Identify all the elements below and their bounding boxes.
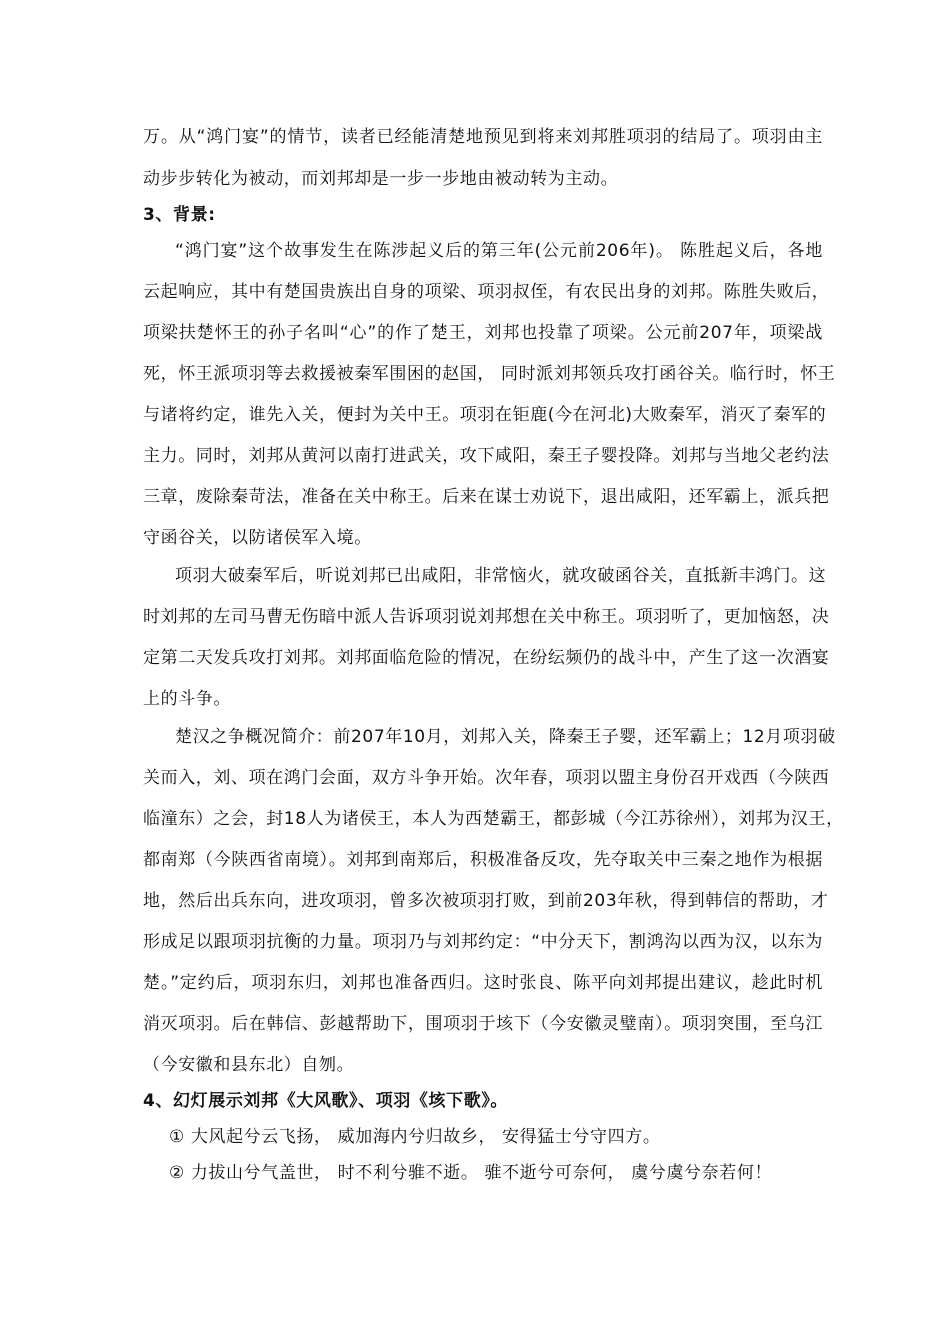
paragraph-line: 动步步转化为被动，而刘邦却是一步一步地由被动转为主动。: [143, 169, 619, 189]
paragraph-line: 时刘邦的左司马曹无伤暗中派人告诉项羽说刘邦想在关中称王。项羽听了，更加恼怒，决: [143, 607, 830, 627]
paragraph-line: 地，然后出兵东向，进攻项羽，曾多次被项羽打败，到前203年秋，得到韩信的帮助，才: [143, 891, 829, 911]
paragraph-line: 都南郑（今陕西省南境）。刘邦到南郑后，积极准备反攻，先夺取关中三秦之地作为根据: [143, 850, 823, 870]
poem-line: ① 大风起兮云飞扬， 威加海内兮归故乡， 安得猛士兮守四方。: [169, 1127, 661, 1147]
paragraph-line: 形成足以跟项羽抗衡的力量。项羽乃与刘邦约定：“中分天下，割鸿沟以西为汉，以东为: [143, 932, 823, 952]
paragraph-line: 云起响应，其中有楚国贵族出自身的项梁、项羽叔侄，有农民出身的刘邦。陈胜失败后，: [143, 282, 830, 302]
paragraph-line: 上的斗争。: [143, 689, 231, 709]
paragraph-line: 与诸将约定，谁先入关，便封为关中王。项羽在钜鹿(今在河北)大败秦军，消灭了秦军的: [143, 405, 827, 425]
paragraph-line: 主力。同时，刘邦从黄河以南打进武关，攻下咸阳，秦王子婴投降。刘邦与当地父老约法: [143, 446, 830, 466]
poem-line: ② 力拔山兮气盖世， 时不利兮骓不逝。 骓不逝兮可奈何， 虞兮虞兮奈若何！: [169, 1163, 773, 1183]
paragraph-line: 项梁扶楚怀王的孙子名叫“心”的作了楚王，刘邦也投靠了项梁。公元前207年，项梁战: [143, 323, 823, 343]
paragraph-line: 三章，废除秦苛法，准备在关中称王。后来在谋士劝说下，退出咸阳，还军霸上，派兵把: [143, 487, 830, 507]
paragraph-line: 项羽大破秦军后，听说刘邦已出咸阳，非常恼火，就攻破函谷关，直抵新丰鸿门。这: [175, 566, 827, 586]
paragraph-line: 临潼东）之会，封18人为诸侯王，本人为西楚霸王，都彭城（今江苏徐州），刘邦为汉王，: [143, 809, 844, 829]
paragraph-line: （今安徽和县东北）自刎。: [143, 1055, 355, 1075]
paragraph-line: 消灭项羽。后在韩信、彭越帮助下，围项羽于垓下（今安徽灵璧南）。项羽突围，至乌江: [143, 1014, 823, 1034]
section-heading: 3、背景:: [143, 205, 216, 225]
paragraph-line: “鸿门宴”这个故事发生在陈涉起义后的第三年(公元前206年)。 陈胜起义后，各地: [175, 241, 823, 261]
paragraph-line: 关而入，刘、项在鸿门会面，双方斗争开始。次年春，项羽以盟主身份召开戏西（今陕西: [143, 768, 830, 788]
paragraph-line: 守函谷关，以防诸侯军入境。: [143, 528, 372, 548]
paragraph-line: 楚。”定约后，项羽东归，刘邦也准备西归。这时张良、陈平向刘邦提出建议，趁此时机: [143, 973, 823, 993]
paragraph-line: 万。从“鸿门宴”的情节，读者已经能清楚地预见到将来刘邦胜项羽的结局了。项羽由主: [143, 127, 823, 147]
paragraph-line: 死，怀王派项羽等去救援被秦军围困的赵国， 同时派刘邦领兵攻打函谷关。临行时，怀王: [143, 364, 836, 384]
paragraph-line: 定第二天发兵攻打刘邦。刘邦面临危险的情况，在纷纭频仍的战斗中，产生了这一次酒宴: [143, 648, 830, 668]
section-heading: 4、幻灯展示刘邦《大风歌》、项羽《垓下歌》。: [143, 1091, 509, 1111]
paragraph-line: 楚汉之争概况简介：前207年10月，刘邦入关，降秦王子婴，还军霸上；12月项羽破: [175, 727, 836, 747]
